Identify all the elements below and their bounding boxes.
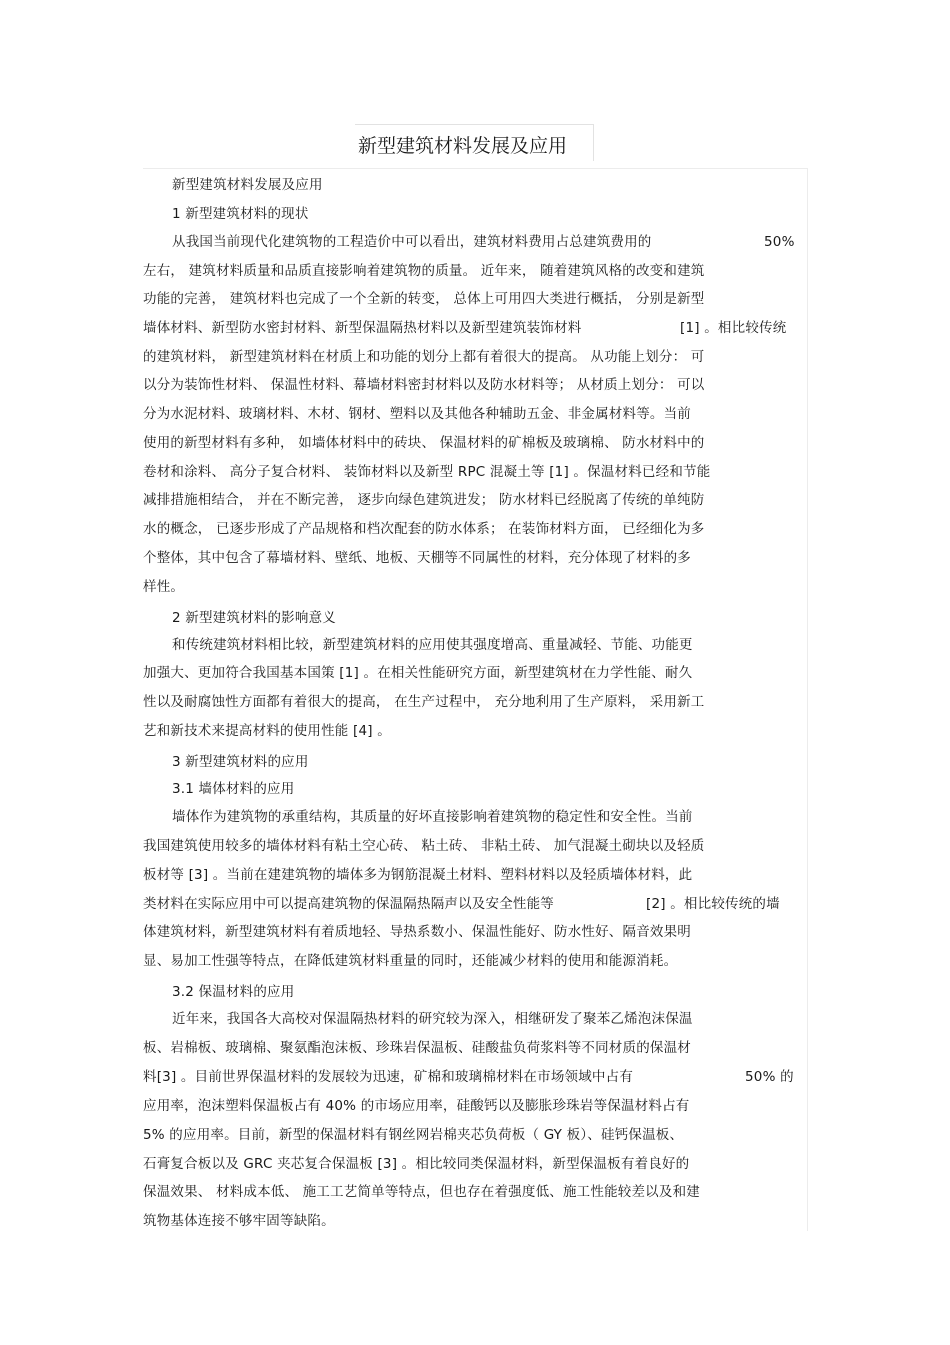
paragraph-line: 的建筑材料， 新型建筑材料在材质上和功能的划分上都有着很大的提高。 从功能上划分： 可 xyxy=(143,349,705,365)
paragraph-line: 以分为装饰性材料、 保温性材料、幕墙材料密封材料以及防水材料等； 从材质上划分： 可以 xyxy=(143,377,705,393)
paragraph-line: 样性。 xyxy=(143,579,185,595)
paragraph-line: 加强大、更加符合我国基本国策 [1] 。在相关性能研究方面，新型建筑材在力学性能、耐久 xyxy=(143,665,693,681)
paragraph-line: [1] 。相比较传统 xyxy=(680,320,787,336)
paragraph-line: 显、易加工性强等特点，在降低建筑材料重量的同时，还能减少材料的使用和能源消耗。 xyxy=(143,953,678,969)
subsection-heading: 3.2 保温材料的应用 xyxy=(172,984,295,1000)
paragraph-line: 板、岩棉板、玻璃棉、聚氨酯泡沫板、珍珠岩保温板、硅酸盐负荷浆料等不同材质的保温材 xyxy=(143,1040,691,1056)
paragraph-line: 从我国当前现代化建筑物的工程造价中可以看出，建筑材料费用占总建筑费用的 xyxy=(172,234,652,250)
subtitle-line: 新型建筑材料发展及应用 xyxy=(172,177,323,193)
paragraph-line: 减排措施相结合， 并在不断完善， 逐步向绿色建筑进发； 防水材料已经脱离了传统的单纯防 xyxy=(143,492,705,508)
paragraph-line: 性以及耐腐蚀性方面都有着很大的提高， 在生产过程中， 充分地利用了生产原料， 采用新工 xyxy=(143,694,705,710)
section-heading: 3 新型建筑材料的应用 xyxy=(172,754,309,770)
paragraph-line: 水的概念， 已逐步形成了产品规格和档次配套的防水体系； 在装饰材料方面， 已经细化为多 xyxy=(143,521,705,537)
section-heading: 2 新型建筑材料的影响意义 xyxy=(172,610,336,626)
subsection-heading: 3.1 墙体材料的应用 xyxy=(172,781,295,797)
paragraph-line: 筑物基体连接不够牢固等缺陷。 xyxy=(143,1213,335,1229)
paragraph-line: 应用率，泡沫塑料保温板占有 40% 的市场应用率，硅酸钙以及膨胀珍珠岩等保温材料占有 xyxy=(143,1098,690,1114)
paragraph-line: 艺和新技术来提高材料的使用性能 [4] 。 xyxy=(143,723,391,739)
paragraph-line: 功能的完善， 建筑材料也完成了一个全新的转变， 总体上可用四大类进行概括， 分别是新型 xyxy=(143,291,705,307)
paragraph-line: 和传统建筑材料相比较，新型建筑材料的应用使其强度增高、重量减轻、节能、功能更 xyxy=(172,637,693,653)
paragraph-line: [2] 。相比较传统的墙 xyxy=(646,896,780,912)
paragraph-line: 料[3] 。目前世界保温材料的发展较为迅速，矿棉和玻璃棉材料在市场领域中占有 xyxy=(143,1069,634,1085)
paragraph-line: 近年来，我国各大高校对保温隔热材料的研究较为深入，相继研发了聚苯乙烯泡沫保温 xyxy=(172,1011,693,1027)
paragraph-line: 石膏复合板以及 GRC 夹芯复合保温板 [3] 。相比较同类保温材料，新型保温板有着良好的 xyxy=(143,1156,690,1172)
paragraph-line: 板材等 [3] 。当前在建建筑物的墙体多为钢筋混凝土材料、塑料材料以及轻质墙体材料，此 xyxy=(143,867,693,883)
paragraph-line: 左右， 建筑材料质量和品质直接影响着建筑物的质量。 近年来， 随着建筑风格的改变和建筑 xyxy=(143,263,705,279)
section-heading: 1 新型建筑材料的现状 xyxy=(172,206,309,222)
page-title: 新型建筑材料发展及应用 xyxy=(358,135,568,157)
paragraph-line: 保温效果、 材料成本低、 施工工艺简单等特点，但也存在着强度低、施工性能较差以及和建 xyxy=(143,1184,700,1200)
paragraph-line: 墙体作为建筑物的承重结构，其质量的好坏直接影响着建筑物的稳定性和安全性。当前 xyxy=(172,809,693,825)
paragraph-line: 使用的新型材料有多种， 如墙体材料中的砖块、 保温材料的矿棉板及玻璃棉、 防水材料中的 xyxy=(143,435,705,451)
paragraph-line: 体建筑材料，新型建筑材料有着质地轻、导热系数小、保温性能好、防水性好、隔音效果明 xyxy=(143,924,691,940)
paragraph-line: 分为水泥材料、玻璃材料、木材、钢材、塑料以及其他各种辅助五金、非金属材料等。当前 xyxy=(143,406,691,422)
paragraph-line: 50% xyxy=(764,234,795,250)
paragraph-line: 我国建筑使用较多的墙体材料有粘土空心砖、 粘土砖、 非粘土砖、 加气混凝土砌块以及轻质 xyxy=(143,838,705,854)
paragraph-line: 50% 的 xyxy=(745,1069,794,1085)
paragraph-line: 类材料在实际应用中可以提高建筑物的保温隔热隔声以及安全性能等 xyxy=(143,896,554,912)
paragraph-line: 个整体，其中包含了幕墙材料、壁纸、地板、天棚等不同属性的材料，充分体现了材料的多 xyxy=(143,550,691,566)
paragraph-line: 5% 的应用率。目前，新型的保温材料有钢丝网岩棉夹芯负荷板（ GY 板）、硅钙保温板、 xyxy=(143,1127,684,1143)
paragraph-line: 卷材和涂料、 高分子复合材料、 装饰材料以及新型 RPC 混凝土等 [1] 。保温材料已经和节能 xyxy=(143,464,711,480)
paragraph-line: 墙体材料、新型防水密封材料、新型保温隔热材料以及新型建筑装饰材料 xyxy=(143,320,582,336)
